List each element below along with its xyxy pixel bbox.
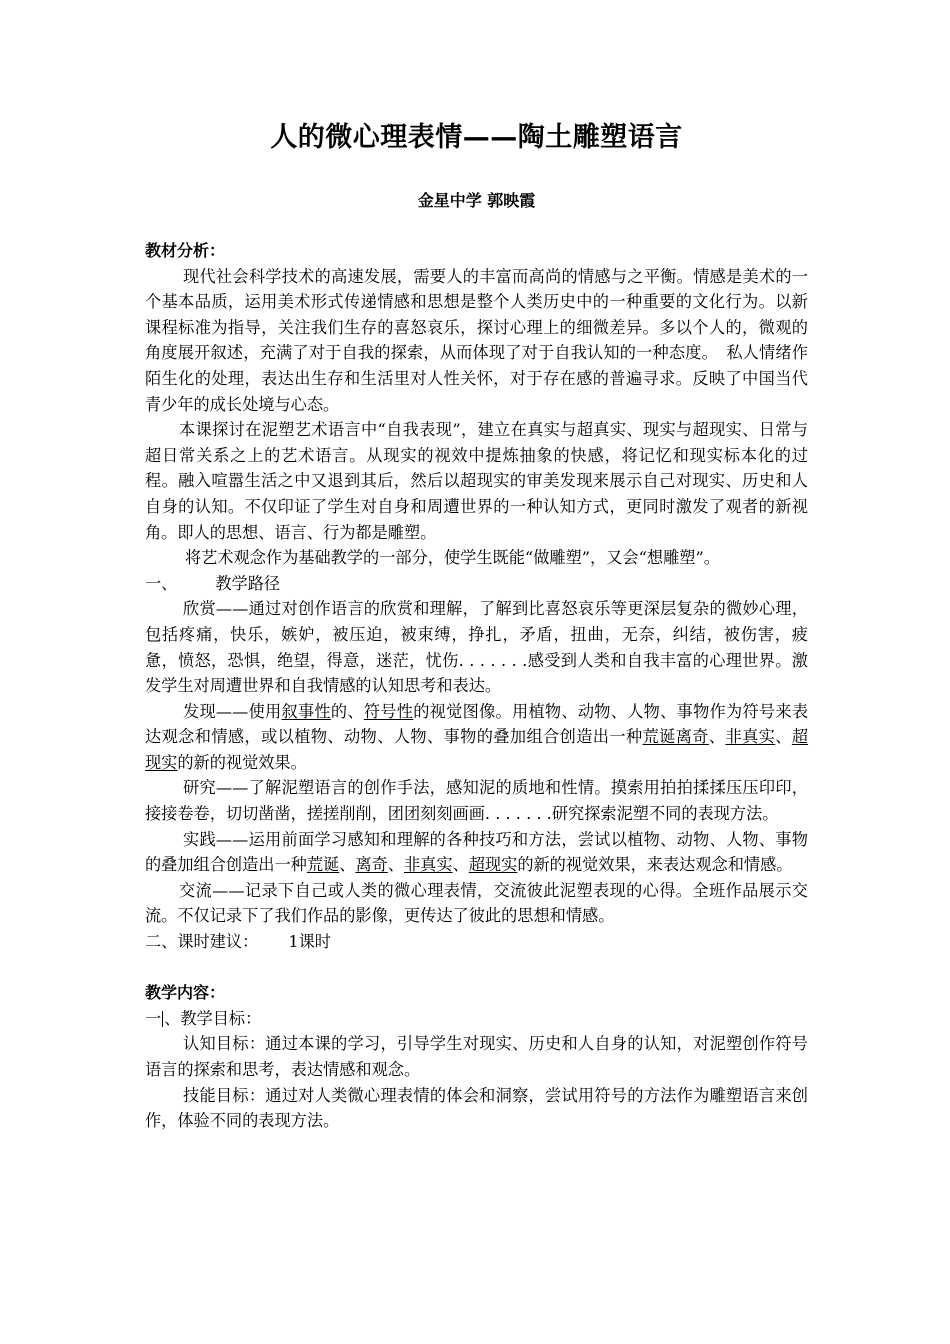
analysis-heading: 教材分析： (145, 241, 226, 260)
practice-text-5: 的新的视觉效果，来表达观念和情感。 (517, 855, 793, 875)
goals-label: 、教学目标： (164, 1008, 262, 1028)
discover-underlined-5: 超现实 (145, 727, 809, 772)
practice-underlined-4: 超现实 (468, 855, 518, 875)
content-heading: 教学内容： (145, 983, 226, 1003)
discover-underlined-1: 叙事性 (281, 701, 331, 721)
discover-underlined-4: 非真实 (725, 727, 776, 747)
document-title: 人的微心理表情——陶土雕塑语言 (270, 122, 683, 153)
practice-underlined-2: 离奇 (355, 855, 388, 875)
analysis-paragraph-2: 本课探讨在泥塑艺术语言中“自我表现”，建立在真实与超真实、现实与超现实、日常与超日常关系之上的艺术语言。从现实的视效中提炼抽象的快感，将记忆和现实标本化的过程。融入喧嚣生活之中又退到其后，然后以超现实的审美发现来展示自己对现实、历史和人自身的认知。不仅印证了学生对自身和周遭世界的一种认知方式，更同时激发了观者的新视角。即人的思想、语言、行为都是雕塑。 (145, 420, 808, 542)
practice-underlined-3: 非真实 (404, 855, 453, 875)
practice-text-4: 、 (452, 855, 469, 875)
discover-text-3: 的视觉图像。用植物、动物、人物、事物作为符号来表达观念和情感，或以植物、动物、人物、事物的叠加组合创造出一种 (145, 701, 809, 747)
discover-text-2: 的、 (330, 701, 364, 721)
hours-label: 二、课时建议： (145, 932, 259, 952)
goal-cognitive: 认知目标：通过本课的学习，引导学生对现实、历史和人自身的认知，对泥塑创作符号语言的探索和思考，表达情感和观念。 (145, 1034, 808, 1079)
practice-text-1: 实践——运用前面学习感知和理解的各种技巧和方法，尝试以植物、动物、人物、事物的叠加组合创造出一种 (145, 829, 808, 875)
hours-suggestion (145, 929, 808, 955)
document-author: 金星中学 郭映霞 (417, 191, 536, 210)
appreciate-paragraph: 欣赏——通过对创作语言的欣赏和理解，了解到比喜怒哀乐等更深层复杂的微妙心理，包括疼痛，快乐，嫉妒，被压迫，被束缚，挣扎，矛盾，扭曲，无奈，纠结，被伤害，疲惫，愤怒，恐惧，绝望，得意，迷茫，忧伤. . . . . . .感受到人类和自我丰富的心理世界。激发学生对周遭世界和自我情感的认知思考和表达。 (145, 599, 808, 696)
discover-text-4: 、 (708, 727, 726, 747)
practice-text-2: 、 (339, 855, 356, 875)
practice-paragraph (145, 827, 808, 878)
analysis-paragraph-1: 现代社会科学技术的高速发展，需要人的丰富而高尚的情感与之平衡。情感是美术的一个基本品质，运用美术形式传递情感和思想是整个人类历史中的一种重要的文化行为。以新课程标准为指导，关注我们生存的喜怒哀乐，探讨心理上的细微差异。多以个人的，微观的角度展开叙述，充满了对于自我的探索，从而体现了对于自我认知的一种态度。 私人情绪作陌生化的处理，表达出生存和生活里对人性关怀，对于存在感的普遍寻求。反映了中国当代青少年的成长处境与心态。 (145, 266, 808, 414)
practice-text-3: 、 (387, 855, 404, 875)
discover-text-6: 的新的视觉效果。 (177, 752, 307, 772)
discover-underlined-2: 符号性 (363, 701, 414, 721)
document-body (145, 238, 808, 1134)
teaching-path-heading (145, 571, 808, 597)
discover-underlined-3: 荒诞离奇 (642, 727, 709, 747)
discover-paragraph (145, 699, 808, 776)
goals-number: 一 (145, 1008, 162, 1028)
discover-text-1: 发现——使用 (183, 701, 282, 721)
practice-underlined-1: 荒诞 (306, 855, 340, 875)
blank-line (145, 955, 808, 981)
discover-text-5: 、 (775, 727, 792, 747)
hours-value: 1课时 (288, 932, 331, 952)
analysis-paragraph-3: 将艺术观念作为基础教学的一部分，使学生既能“做雕塑”，又会“想雕塑”。 (185, 548, 720, 568)
exchange-paragraph: 交流——记录下自己或人类的微心理表情，交流彼此泥塑表现的心得。全班作品展示交流。不仅记录下了我们作品的影像，更传达了彼此的思想和情感。 (145, 880, 808, 926)
goals-heading (145, 1006, 808, 1032)
goal-skill: 技能目标：通过对人类微心理表情的体会和洞察，尝试用符号的方法作为雕塑语言来创作，体验不同的表现方法。 (145, 1085, 808, 1131)
teaching-path-number: 一、 (145, 573, 178, 593)
teaching-path-label: 教学路径 (215, 573, 281, 593)
research-paragraph: 研究——了解泥塑语言的创作手法，感知泥的质地和性情。摸索用拍拍揉揉压压印印，接接卷卷，切切凿凿，搓搓削削，团团刻刻画画. . . . . . .研究探索泥塑不同的表现方法。 (145, 778, 808, 824)
